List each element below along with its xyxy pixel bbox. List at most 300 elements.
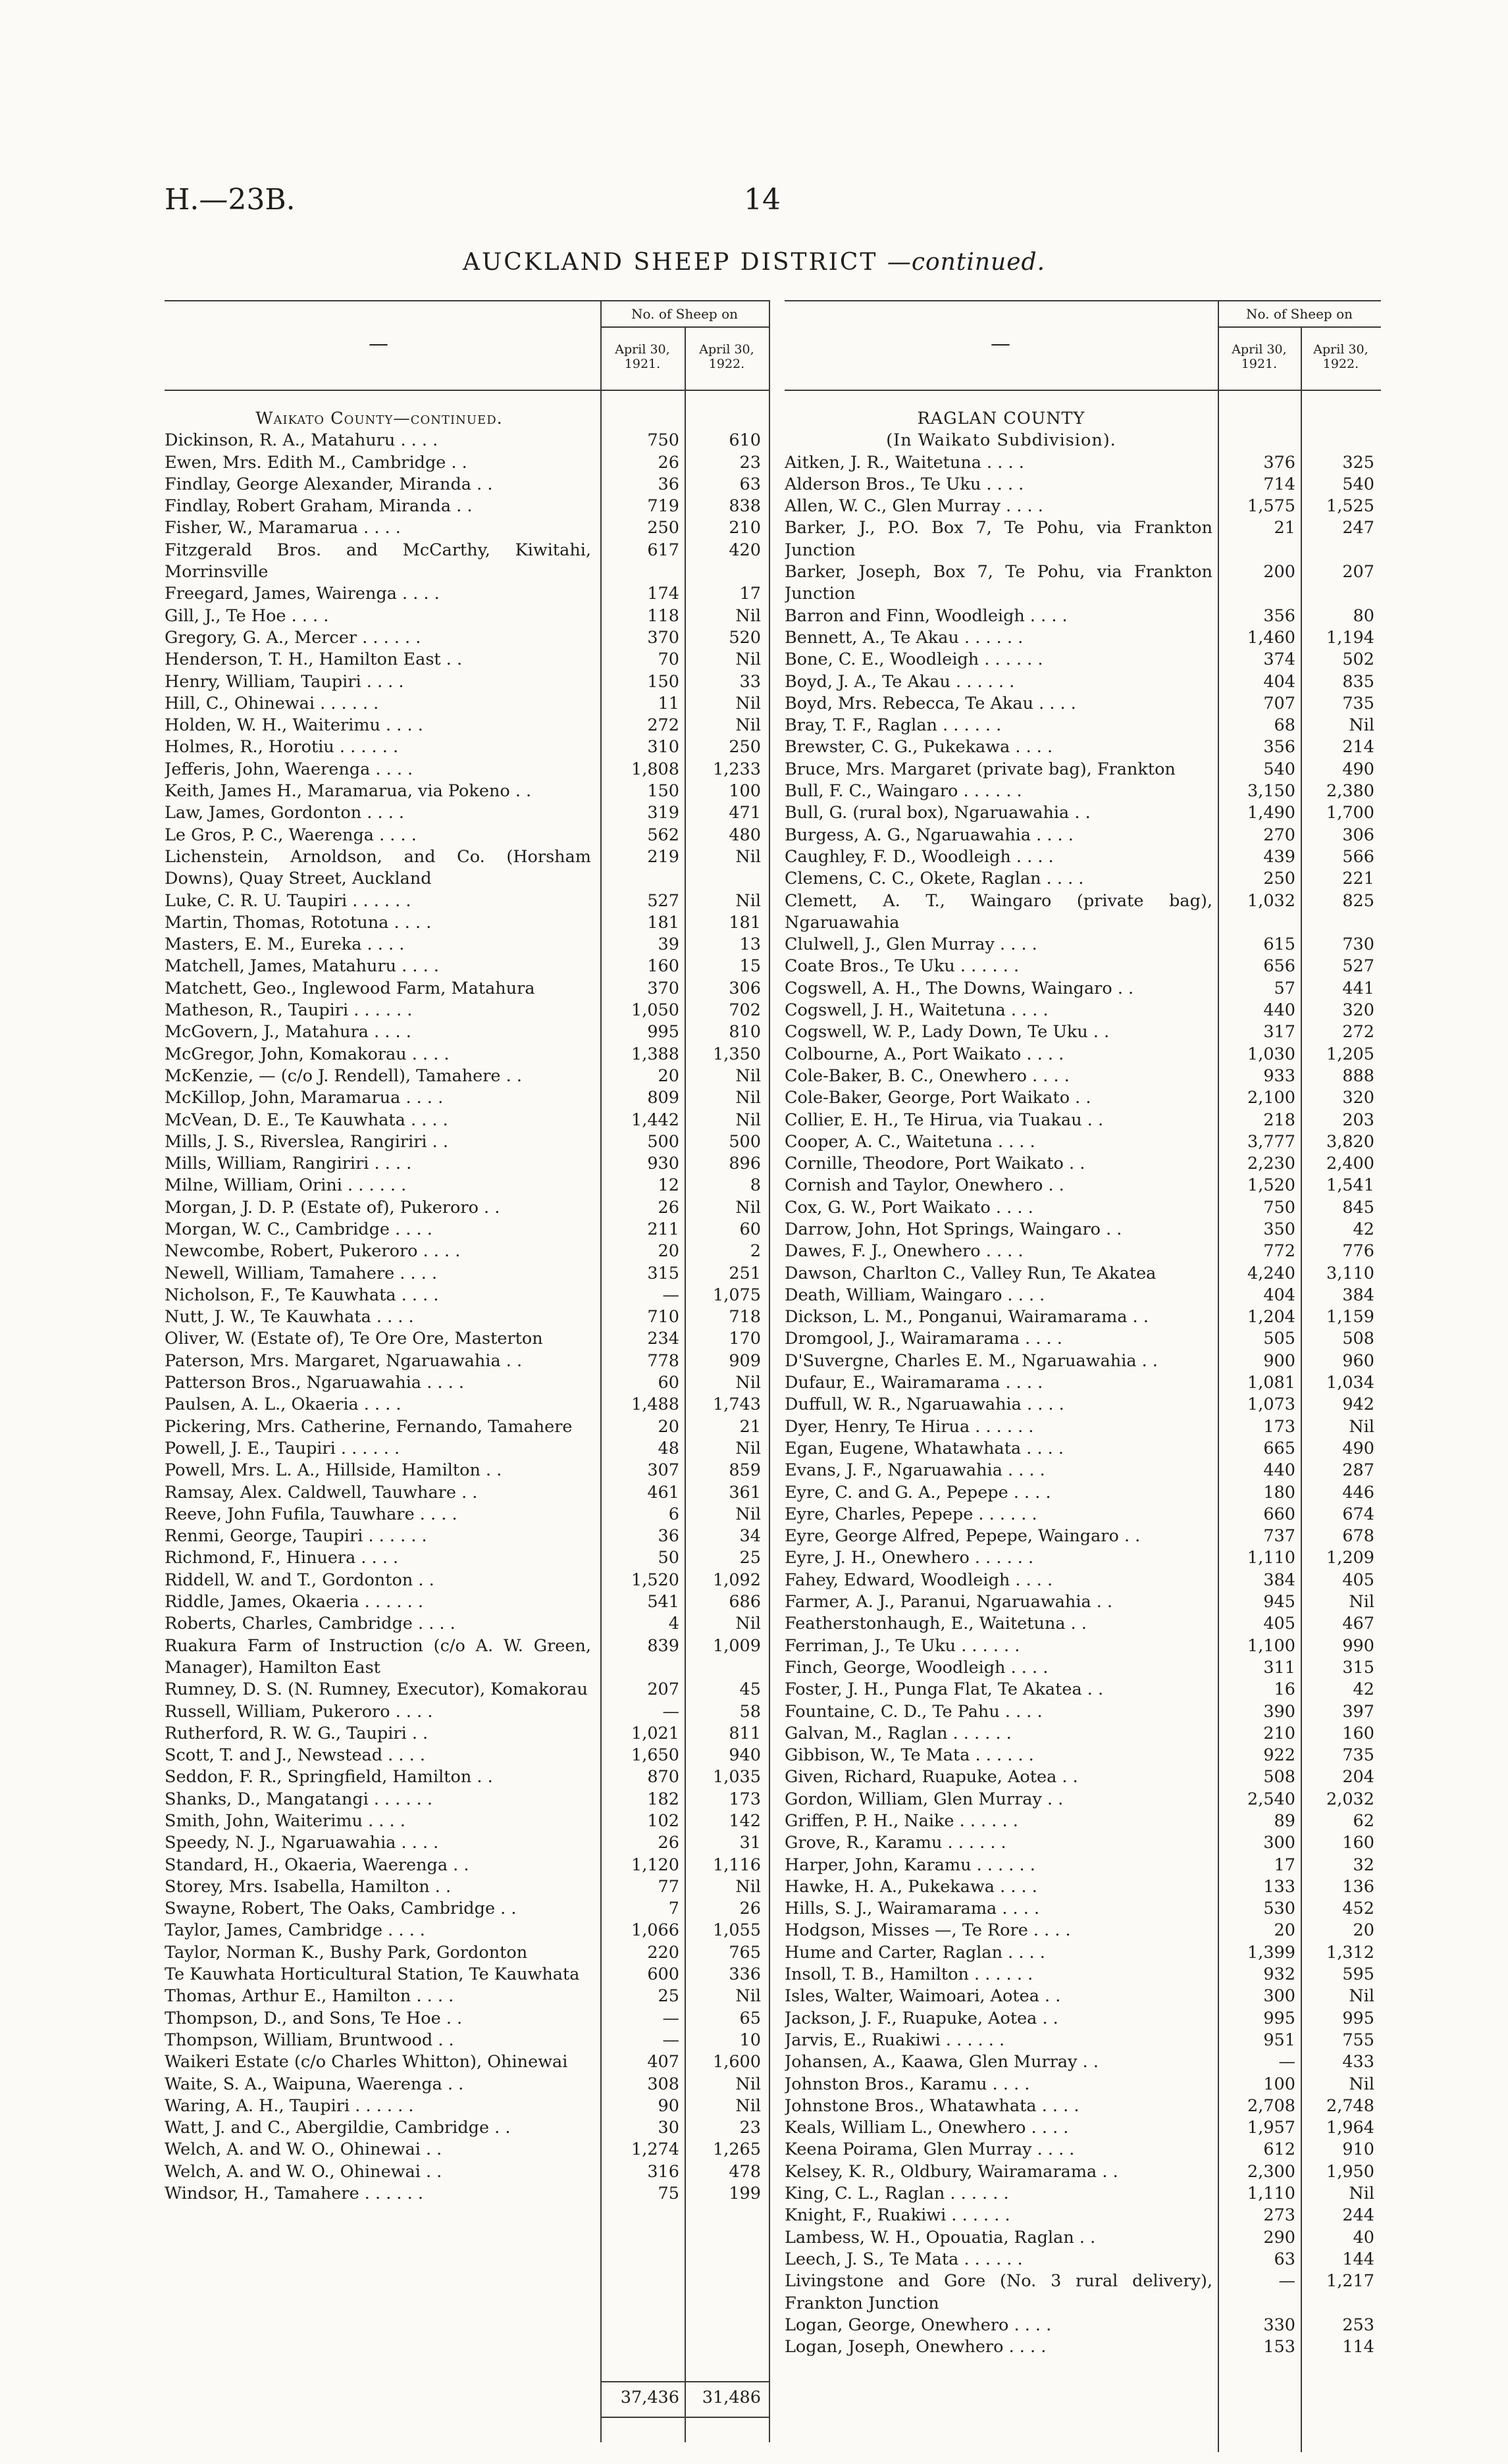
- sheep-1922: Nil: [735, 1438, 761, 1458]
- table-row: [785, 1197, 1374, 1219]
- owner-name: Findlay, Robert Graham, Miranda . .: [165, 496, 473, 517]
- table-row: [785, 1679, 1374, 1701]
- sheep-1922: 320: [1342, 1000, 1374, 1021]
- table-row: [165, 1131, 761, 1153]
- sheep-1921: 505: [1263, 1329, 1295, 1349]
- owner-name: Hodgson, Misses —, Te Rore . . . .: [785, 1920, 1071, 1941]
- table-row: [165, 2161, 761, 2183]
- right-date2-header: April 30, 1922.: [1313, 342, 1368, 371]
- owner-name: Le Gros, P. C., Waerenga . . . .: [165, 825, 417, 845]
- sheep-1922: 1,312: [1326, 1942, 1374, 1963]
- sheep-1922: Nil: [735, 1614, 761, 1634]
- owner-name: Clulwell, J., Glen Murray . . . .: [785, 935, 1037, 955]
- sheep-1922: 287: [1342, 1460, 1374, 1481]
- sheep-1922: 686: [729, 1592, 761, 1612]
- table-row: [785, 1394, 1374, 1416]
- table-row: [785, 890, 1374, 935]
- owner-name: Bull, F. C., Waingaro . . . . . .: [785, 781, 1022, 802]
- sheep-1921: 1,442: [631, 1110, 679, 1130]
- sheep-1921: —: [662, 1285, 679, 1305]
- table-row: [785, 1416, 1374, 1438]
- sheep-1922: 315: [1342, 1657, 1374, 1678]
- sheep-1921: 174: [647, 584, 679, 604]
- left-section-heading: Waikato County—continued.: [255, 409, 503, 428]
- table-row: [165, 2095, 761, 2117]
- sheep-1922: Nil: [1349, 1592, 1374, 1612]
- sheep-1921: 4,240: [1247, 1263, 1295, 1283]
- owner-name: Aitken, J. R., Waitetuna . . . .: [785, 452, 1024, 473]
- table-row: [165, 890, 761, 912]
- sheep-1921: 2,300: [1247, 2161, 1295, 2182]
- sheep-1922: Nil: [735, 2095, 761, 2116]
- sheep-1922: 467: [1342, 1614, 1374, 1634]
- sheep-1922: 3,110: [1326, 1263, 1374, 1283]
- sheep-1921: 1,808: [631, 759, 679, 779]
- owner-name: Martin, Thomas, Rototuna . . . .: [165, 912, 432, 933]
- sheep-1922: 42: [1353, 1219, 1374, 1239]
- owner-name: Waikeri Estate (c/o Charles Whitton), Ohinewai: [165, 2052, 568, 2072]
- table-row: [165, 1591, 761, 1613]
- owner-name: Jackson, J. F., Ruapuke, Aotea . .: [785, 2008, 1058, 2028]
- sheep-1922: 8: [750, 1175, 761, 1196]
- owner-name: Welch, A. and W. O., Ohinewai . .: [165, 2161, 442, 2182]
- table-row: [785, 1723, 1374, 1745]
- owner-name: Dickson, L. M., Ponganui, Wairamarama . .: [785, 1307, 1149, 1327]
- owner-name: Thompson, D., and Sons, Te Hoe . .: [165, 2008, 463, 2028]
- table-row: [165, 1526, 761, 1547]
- owner-name: Logan, George, Onewhero . . . .: [785, 2315, 1052, 2335]
- sheep-1922: 940: [729, 1745, 761, 1766]
- owner-name: Gill, J., Te Hoe . . . .: [165, 605, 329, 626]
- sheep-1921: 1,650: [631, 1745, 679, 1766]
- sheep-1922: 142: [729, 1811, 761, 1831]
- owner-name: Roberts, Charles, Cambridge . . . .: [165, 1614, 455, 1634]
- table-row: [785, 496, 1374, 517]
- table-row: [785, 2139, 1374, 2161]
- owner-name: Cogswell, J. H., Waitetuna . . . .: [785, 1000, 1049, 1021]
- sheep-1922: 272: [1342, 1022, 1374, 1042]
- sheep-1922: 810: [729, 1022, 761, 1042]
- table-row: [785, 825, 1374, 846]
- table-row: [165, 1855, 761, 1876]
- sheep-1921: 710: [647, 1307, 679, 1327]
- owner-name: Hills, S. J., Wairamarama . . . .: [785, 1899, 1040, 1919]
- sheep-1921: 665: [1263, 1438, 1295, 1458]
- owner-name: Renmi, George, Taupiri . . . . . .: [165, 1526, 427, 1547]
- owner-name: Morgan, W. C., Cambridge . . . .: [165, 1219, 432, 1239]
- table-row: [785, 736, 1374, 758]
- sheep-1922: 21: [739, 1416, 761, 1437]
- sheep-1921: 48: [658, 1438, 679, 1458]
- owner-name: Fountaine, C. D., Te Pahu . . . .: [785, 1701, 1043, 1722]
- owner-name: Bennett, A., Te Akau . . . . . .: [785, 627, 1024, 648]
- sheep-1921: 1,460: [1247, 627, 1295, 648]
- table-row: [785, 1986, 1374, 2007]
- owner-name: Clemett, A. T., Waingaro (private bag), Ngaruawahia: [785, 890, 1212, 933]
- owner-name: Lambess, W. H., Opouatia, Raglan . .: [785, 2227, 1096, 2247]
- sheep-1921: 150: [647, 671, 679, 692]
- sheep-1922: Nil: [735, 715, 761, 736]
- owner-name: Bray, T. F., Raglan . . . . . .: [785, 715, 1002, 736]
- sheep-1922: 960: [1342, 1350, 1374, 1371]
- sheep-1922: 247: [1342, 518, 1374, 538]
- owner-name: Reeve, John Fufila, Tauwhare . . . .: [165, 1504, 457, 1524]
- sheep-1921: —: [1278, 2271, 1295, 2292]
- sheep-1921: 12: [658, 1175, 679, 1196]
- sheep-1922: 446: [1342, 1482, 1374, 1502]
- sheep-1921: 1,274: [631, 2140, 679, 2160]
- table-row: [785, 2271, 1374, 2315]
- table-row: [165, 1766, 761, 1788]
- owner-name: Smith, John, Waiterimu . . . .: [165, 1811, 405, 1831]
- sheep-1921: 930: [647, 1154, 679, 1174]
- sheep-1921: 995: [647, 1022, 679, 1042]
- table-row: [165, 1570, 761, 1591]
- owner-name: Ewen, Mrs. Edith M., Cambridge . .: [165, 452, 467, 473]
- sheep-1922: 34: [739, 1526, 761, 1547]
- sheep-1921: 1,032: [1247, 890, 1295, 911]
- owner-name: Cole-Baker, George, Port Waikato . .: [785, 1088, 1091, 1108]
- sheep-1921: 1,073: [1247, 1395, 1295, 1415]
- table-row: [165, 715, 761, 736]
- table-row: [165, 540, 761, 584]
- sheep-1922: 2: [750, 1241, 761, 1262]
- sheep-1921: 133: [1263, 1876, 1295, 1897]
- table-row: [165, 1701, 761, 1723]
- table-row: [785, 1964, 1374, 1986]
- sheep-1921: 530: [1263, 1899, 1295, 1919]
- left-total-1922: 31,486: [702, 2388, 761, 2407]
- sheep-1921: 20: [658, 1416, 679, 1437]
- sheep-1922: 1,055: [712, 1920, 761, 1941]
- sheep-1921: 180: [1263, 1482, 1295, 1502]
- sheep-1921: 200: [1263, 562, 1295, 582]
- sheep-1922: Nil: [1349, 2074, 1374, 2094]
- table-row: [165, 2074, 761, 2095]
- sheep-1922: 62: [1353, 1811, 1374, 1831]
- owner-name: Insoll, T. B., Hamilton . . . . . .: [785, 1964, 1033, 1985]
- left-col-rule-3: [769, 300, 770, 2442]
- sheep-1922: Nil: [735, 1197, 761, 1218]
- owner-name: Rumney, D. S. (N. Rumney, Executor), Komakorau: [165, 1680, 588, 1700]
- sheep-1922: 114: [1342, 2337, 1374, 2357]
- owner-name: Dawson, Charlton C., Valley Run, Te Akatea: [785, 1263, 1157, 1283]
- owner-name: Storey, Mrs. Isabella, Hamilton . .: [165, 1876, 452, 1897]
- sheep-1921: 870: [647, 1767, 679, 1787]
- sheep-1922: 40: [1353, 2227, 1374, 2247]
- sheep-1922: 204: [1342, 1767, 1374, 1787]
- left-sheep-header: No. of Sheep on: [631, 306, 739, 322]
- title-suffix: —continued.: [887, 249, 1046, 276]
- table-row: [785, 934, 1374, 956]
- table-row: [165, 846, 761, 890]
- sheep-1921: 25: [658, 1986, 679, 2007]
- sheep-1922: 32: [1353, 1855, 1374, 1875]
- sheep-1921: 407: [647, 2052, 679, 2072]
- table-row: [785, 1570, 1374, 1591]
- table-row: [165, 1241, 761, 1262]
- sheep-1922: 20: [1353, 1920, 1374, 1941]
- sheep-1921: 839: [647, 1635, 679, 1656]
- sheep-1921: 933: [1263, 1065, 1295, 1086]
- sheep-1922: 811: [729, 1723, 761, 1743]
- table-row: [165, 2051, 761, 2073]
- table-row: [785, 1591, 1374, 1613]
- table-row: [785, 671, 1374, 693]
- sheep-1922: 1,092: [712, 1570, 761, 1590]
- sheep-1921: 1,490: [1247, 803, 1295, 823]
- owner-name: Given, Richard, Ruapuke, Aotea . .: [785, 1767, 1078, 1787]
- owner-name: Leech, J. S., Te Mata . . . . . .: [785, 2249, 1023, 2269]
- sheep-1921: 1,488: [631, 1395, 679, 1415]
- table-row: [165, 474, 761, 496]
- sheep-1922: 60: [739, 1219, 761, 1239]
- sheep-1922: 480: [729, 825, 761, 845]
- table-row: [785, 1306, 1374, 1328]
- table-row: [785, 1504, 1374, 1526]
- sheep-1921: 656: [1263, 956, 1295, 977]
- owner-name: Johansen, A., Kaawa, Glen Murray . .: [785, 2052, 1099, 2072]
- sheep-1922: 26: [739, 1899, 761, 1919]
- owner-name: Livingstone and Gore (No. 3 rural delivery), Frankton Junction: [785, 2271, 1212, 2313]
- table-row: [785, 1898, 1374, 1920]
- table-row: [165, 1986, 761, 2007]
- sheep-1922: Nil: [735, 693, 761, 713]
- sheep-1922: 203: [1342, 1110, 1374, 1130]
- owner-name: Bruce, Mrs. Margaret (private bag), Frankton: [785, 759, 1176, 779]
- owner-name: Lichenstein, Arnoldson, and Co. (Horsham Downs), Quay Street, Auckland: [165, 846, 591, 889]
- sheep-1921: 319: [647, 803, 679, 823]
- table-row: [785, 1789, 1374, 1810]
- table-row: [165, 1394, 761, 1416]
- sheep-1921: 750: [647, 430, 679, 451]
- sheep-1921: 272: [647, 715, 679, 736]
- table-row: [785, 1438, 1374, 1460]
- owner-name: Matheson, R., Taupiri . . . . . .: [165, 1000, 413, 1021]
- table-row: [785, 1110, 1374, 1131]
- owner-name: Hawke, H. A., Pukekawa . . . .: [785, 1876, 1037, 1897]
- sheep-1922: 1,743: [712, 1395, 761, 1415]
- sheep-1921: 772: [1263, 1241, 1295, 1262]
- table-row: [165, 1021, 761, 1043]
- sheep-1921: 390: [1263, 1701, 1295, 1722]
- sheep-1921: 70: [658, 650, 679, 670]
- table-row: [165, 2139, 761, 2161]
- table-row: [165, 1197, 761, 1219]
- sheep-1921: 1,066: [631, 1920, 679, 1941]
- sheep-1922: Nil: [735, 1110, 761, 1130]
- owner-name: Speedy, N. J., Ngaruawahia . . . .: [165, 1833, 439, 1853]
- table-row: [165, 649, 761, 671]
- sheep-1922: 160: [1342, 1833, 1374, 1853]
- sheep-1922: 17: [739, 584, 761, 604]
- owner-name: Te Kauwhata Horticultural Station, Te Kauwhata: [165, 1964, 580, 1985]
- table-row: [785, 2183, 1374, 2205]
- owner-name: Nutt, J. W., Te Kauwhata . . . .: [165, 1307, 414, 1327]
- sheep-1921: 562: [647, 825, 679, 845]
- table-row: [165, 1810, 761, 1832]
- sheep-1921: 17: [1274, 1855, 1295, 1875]
- owner-name: Windsor, H., Tamahere . . . . . .: [165, 2184, 423, 2204]
- table-row: [165, 627, 761, 649]
- table-row: [165, 1350, 761, 1372]
- sheep-1922: 306: [1342, 825, 1374, 845]
- table-row: [165, 1175, 761, 1196]
- owner-name: Burgess, A. G., Ngaruawahia . . . .: [785, 825, 1074, 845]
- sheep-1921: 2,540: [1247, 1789, 1295, 1809]
- sheep-1921: 307: [647, 1460, 679, 1481]
- sheep-1921: 57: [1274, 978, 1295, 998]
- sheep-1921: 2,100: [1247, 1088, 1295, 1108]
- table-row: [785, 2051, 1374, 2073]
- table-row: [165, 934, 761, 956]
- owner-name: Jefferis, John, Waerenga . . . .: [165, 759, 413, 779]
- table-row: [165, 2030, 761, 2051]
- sheep-1921: —: [662, 2030, 679, 2050]
- sheep-1922: 909: [729, 1350, 761, 1371]
- sheep-1921: 3,777: [1247, 1131, 1295, 1152]
- sheep-1921: 1,204: [1247, 1307, 1295, 1327]
- sheep-1921: 181: [647, 912, 679, 933]
- table-row: [165, 825, 761, 846]
- owner-name: McKillop, John, Maramarua . . . .: [165, 1088, 444, 1108]
- owner-name: Newcombe, Robert, Pukeroro . . . .: [165, 1241, 461, 1262]
- sheep-1921: 11: [658, 693, 679, 713]
- sheep-1922: 420: [729, 540, 761, 560]
- sheep-1922: 452: [1342, 1899, 1374, 1919]
- table-row: [165, 517, 761, 539]
- owner-name: Colbourne, A., Port Waikato . . . .: [785, 1044, 1064, 1064]
- owner-name: Fahey, Edward, Woodleigh . . . .: [785, 1570, 1053, 1590]
- sheep-1922: 896: [729, 1154, 761, 1174]
- sheep-1922: 527: [1342, 956, 1374, 977]
- table-row: [165, 1745, 761, 1766]
- sheep-1922: 42: [1353, 1680, 1374, 1700]
- owner-name: Cole-Baker, B. C., Onewhero . . . .: [785, 1065, 1070, 1086]
- table-row: [785, 868, 1374, 890]
- sheep-1921: 39: [658, 935, 679, 955]
- sheep-1921: 102: [647, 1811, 679, 1831]
- owner-name: Barron and Finn, Woodleigh . . . .: [785, 605, 1068, 626]
- sheep-1921: 173: [1263, 1416, 1295, 1437]
- sheep-1921: 20: [658, 1241, 679, 1262]
- sheep-1922: 1,116: [712, 1855, 761, 1875]
- sheep-1921: 16: [1274, 1680, 1295, 1700]
- table-row: [785, 1482, 1374, 1504]
- sheep-1921: 317: [1263, 1022, 1295, 1042]
- sheep-1921: 951: [1263, 2030, 1295, 2050]
- table-row: [165, 912, 761, 934]
- table-row: [785, 1657, 1374, 1679]
- sheep-1922: 336: [729, 1964, 761, 1985]
- sheep-1921: 89: [1274, 1811, 1295, 1831]
- owner-name: Hill, C., Ohinewai . . . . . .: [165, 693, 379, 713]
- right-section-heading: RAGLAN COUNTY: [917, 409, 1085, 428]
- page-ref: H.—23B.: [165, 183, 296, 217]
- owner-name: Masters, E. M., Eureka . . . .: [165, 935, 405, 955]
- owner-name: Barker, Joseph, Box 7, Te Pohu, via Frankton Junction: [785, 562, 1212, 604]
- sheep-1922: 478: [729, 2161, 761, 2182]
- table-row: [785, 1745, 1374, 1766]
- table-row: [785, 2315, 1374, 2336]
- sheep-1921: 612: [1263, 2140, 1295, 2160]
- sheep-1922: 405: [1342, 1570, 1374, 1590]
- owner-name: Dyer, Henry, Te Hirua . . . . . .: [785, 1416, 1034, 1437]
- sheep-1922: 910: [1342, 2140, 1374, 2160]
- sheep-1922: 838: [729, 496, 761, 517]
- owner-name: Alderson Bros., Te Uku . . . .: [785, 474, 1024, 494]
- owner-name: Taylor, James, Cambridge . . . .: [165, 1920, 425, 1941]
- owner-name: Eyre, C. and G. A., Pepepe . . . .: [785, 1482, 1051, 1502]
- table-row: [165, 1723, 761, 1745]
- table-row: [785, 1044, 1374, 1065]
- sheep-1922: 45: [739, 1680, 761, 1700]
- owner-name: Caughley, F. D., Woodleigh . . . .: [785, 846, 1054, 867]
- table-row: [785, 2074, 1374, 2095]
- table-row: [785, 715, 1374, 736]
- sheep-1921: 30: [658, 2118, 679, 2138]
- sheep-1921: 778: [647, 1350, 679, 1371]
- table-row: [165, 1087, 761, 1109]
- table-row: [165, 1328, 761, 1350]
- sheep-1921: 7: [668, 1899, 679, 1919]
- sheep-1921: 714: [1263, 474, 1295, 494]
- sheep-1922: Nil: [1349, 1986, 1374, 2007]
- owner-name: Ferriman, J., Te Uku . . . . . .: [785, 1635, 1020, 1656]
- right-name-header: —: [991, 332, 1010, 355]
- sheep-1922: 25: [739, 1548, 761, 1568]
- sheep-1921: 541: [647, 1592, 679, 1612]
- sheep-1921: 1,388: [631, 1044, 679, 1064]
- sheep-1922: 325: [1342, 452, 1374, 473]
- owner-name: Evans, J. F., Ngaruawahia . . . .: [785, 1460, 1045, 1481]
- sheep-1922: 508: [1342, 1329, 1374, 1349]
- owner-name: Kelsey, K. R., Oldbury, Wairamarama . .: [785, 2161, 1118, 2182]
- sheep-1921: 527: [647, 890, 679, 911]
- owner-name: Riddell, W. and T., Gordonton . .: [165, 1570, 434, 1590]
- owner-name: Johnston Bros., Karamu . . . .: [785, 2074, 1030, 2094]
- table-row: [165, 1285, 761, 1306]
- owner-name: Egan, Eugene, Whatawhata . . . .: [785, 1438, 1064, 1458]
- sheep-1922: 100: [729, 781, 761, 802]
- table-row: [785, 1175, 1374, 1196]
- sheep-1922: 859: [729, 1460, 761, 1481]
- sheep-1921: 500: [647, 1131, 679, 1152]
- owner-name: Cornille, Theodore, Port Waikato . .: [785, 1154, 1085, 1174]
- sheep-1921: 370: [647, 627, 679, 648]
- sheep-1922: 1,075: [712, 1285, 761, 1305]
- sheep-1921: 290: [1263, 2227, 1295, 2247]
- sheep-1922: 221: [1342, 869, 1374, 889]
- table-row: [165, 1219, 761, 1241]
- sheep-1921: 100: [1263, 2074, 1295, 2094]
- right-date1-header: April 30, 1921.: [1232, 342, 1287, 371]
- owner-name: Powell, Mrs. L. A., Hillside, Hamilton . .: [165, 1460, 502, 1481]
- sheep-1922: 1,217: [1326, 2271, 1374, 2292]
- left-total-bottom-rule: [600, 2417, 769, 2418]
- sheep-1921: 356: [1263, 605, 1295, 626]
- table-row: [785, 1547, 1374, 1569]
- sheep-1922: 520: [729, 627, 761, 648]
- owner-name: Gibbison, W., Te Mata . . . . . .: [785, 1745, 1034, 1766]
- sheep-1921: 118: [647, 605, 679, 626]
- owner-name: Henry, William, Taupiri . . . .: [165, 671, 404, 692]
- owner-name: Duffull, W. R., Ngaruawahia . . . .: [785, 1395, 1064, 1415]
- sheep-1921: 20: [1274, 1920, 1295, 1941]
- owner-name: Oliver, W. (Estate of), Te Ore Ore, Masterton: [165, 1329, 543, 1349]
- owner-name: Matchett, Geo., Inglewood Farm, Matahura: [165, 978, 535, 998]
- table-row: [785, 759, 1374, 781]
